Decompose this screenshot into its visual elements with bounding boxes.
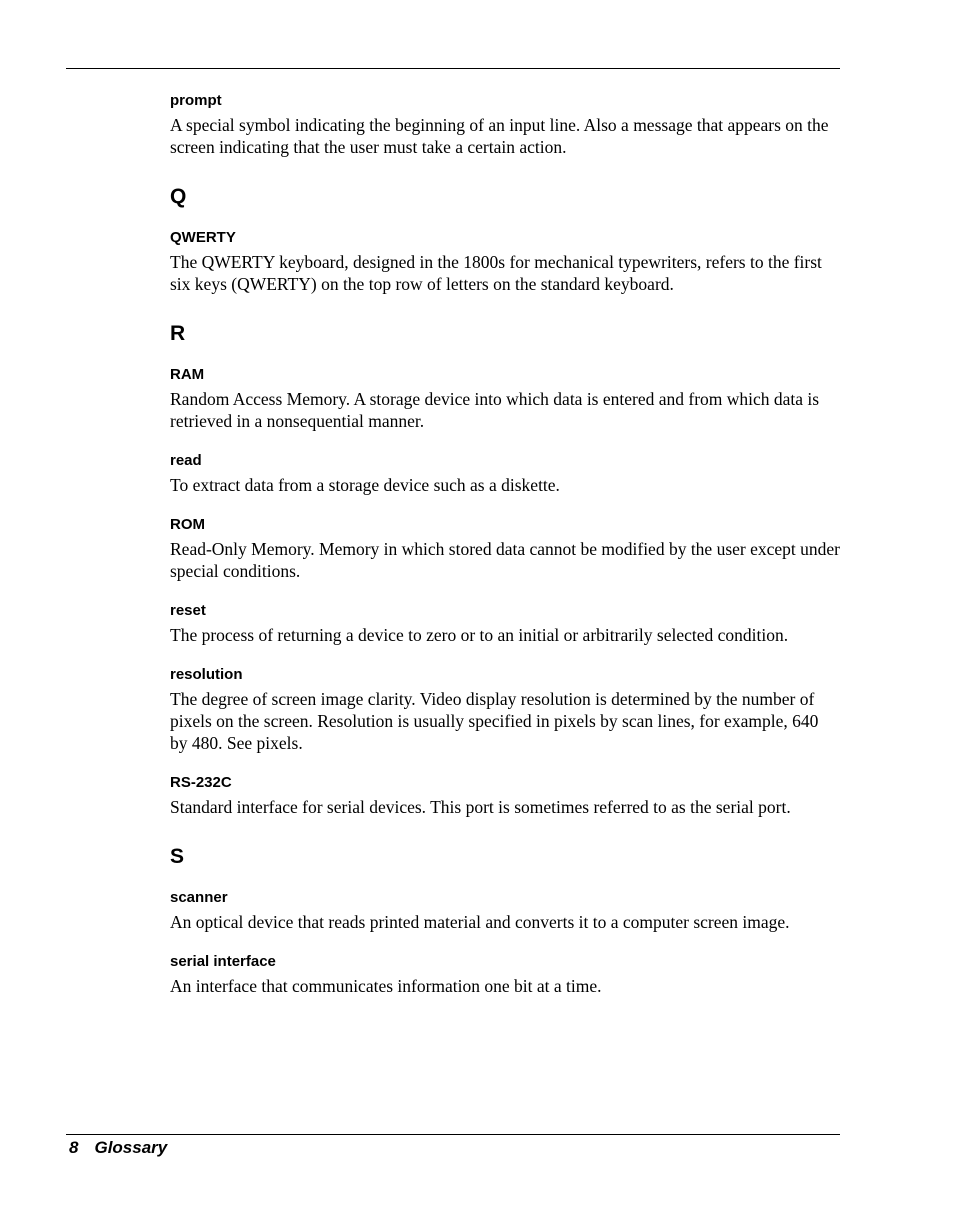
glossary-entry-scanner	[170, 888, 840, 933]
glossary-term: serial interface	[170, 953, 276, 970]
glossary-entry-reset	[170, 601, 840, 646]
glossary-term: resolution	[170, 666, 243, 683]
page-footer	[69, 1136, 167, 1160]
glossary-term: read	[170, 452, 202, 469]
glossary-entry-ram	[170, 365, 840, 432]
glossary-entry-read	[170, 451, 840, 496]
glossary-term: RAM	[170, 366, 205, 383]
glossary-term: prompt	[170, 92, 222, 109]
glossary-definition: Random Access Memory. A storage device into which data is entered and from which data is retrieved in a nonsequential manner.	[170, 389, 820, 431]
glossary-entry-prompt	[170, 91, 840, 158]
glossary-entry-qwerty	[170, 228, 840, 295]
glossary-definition: The QWERTY keyboard, designed in the 1800s for mechanical typewriters, refers to the first six keys (QWERTY) on the top row of letters on the standard keyboard.	[170, 252, 822, 294]
glossary-definition: The degree of screen image clarity. Video display resolution is determined by the number of pixels on the screen. Resolution is usually specified in pixels by scan lines, for example, 640 by 480. See pixels.	[170, 689, 819, 753]
glossary-definition: To extract data from a storage device such as a diskette.	[170, 475, 560, 495]
glossary-entry-serial-interface	[170, 952, 840, 997]
glossary-term: reset	[170, 602, 206, 619]
section-letter-q: Q	[170, 185, 187, 208]
footer-rule	[66, 1134, 840, 1135]
glossary-definition: An optical device that reads printed material and converts it to a computer screen image.	[170, 912, 790, 932]
glossary-entry-resolution	[170, 665, 840, 754]
header-rule	[66, 68, 840, 69]
glossary-definition: A special symbol indicating the beginning of an input line. Also a message that appears on the screen indicating that the user must take a certain action.	[170, 115, 829, 157]
glossary-entry-rom	[170, 515, 840, 582]
glossary-term: ROM	[170, 516, 205, 533]
page-number: 8	[69, 1138, 79, 1157]
glossary-term: QWERTY	[170, 229, 236, 246]
glossary-definition: Read-Only Memory. Memory in which stored data cannot be modified by the user except under special conditions.	[170, 539, 840, 581]
section-letter-s: S	[170, 845, 185, 868]
glossary-term: scanner	[170, 889, 228, 906]
glossary-definition: An interface that communicates information one bit at a time.	[170, 976, 602, 996]
glossary-content	[170, 91, 840, 997]
glossary-definition: Standard interface for serial devices. This port is sometimes referred to as the serial port.	[170, 797, 791, 817]
footer-section-title: Glossary	[94, 1138, 168, 1157]
section-letter-r: R	[170, 322, 186, 345]
glossary-entry-rs-232c	[170, 773, 840, 818]
glossary-term: RS-232C	[170, 774, 232, 791]
glossary-definition: The process of returning a device to zero or to an initial or arbitrarily selected condition.	[170, 625, 789, 645]
